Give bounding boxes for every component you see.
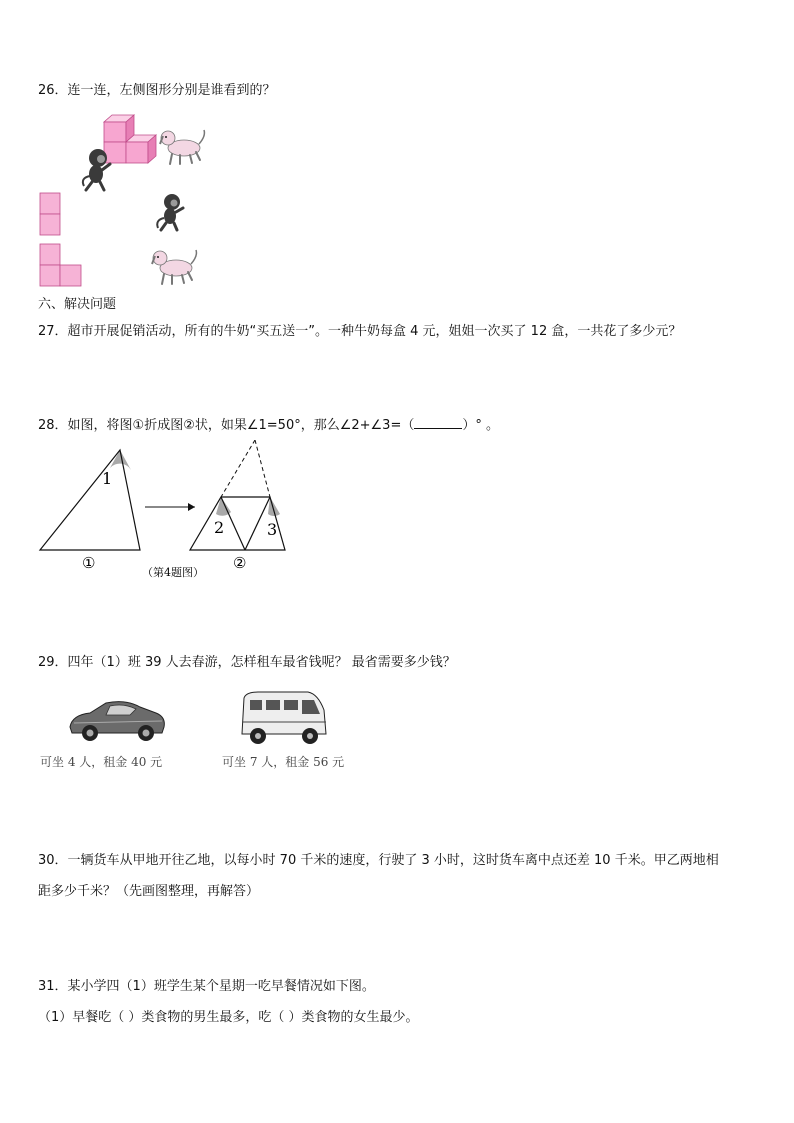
monkey-icon [157, 194, 183, 230]
cube-stack [104, 115, 156, 163]
angle-3-label: 3 [267, 520, 278, 539]
view-shape-two-vertical [40, 193, 60, 235]
q28-text-after: ）° 。 [462, 418, 499, 433]
angle-1-label: 1 [102, 469, 113, 488]
q31-line1: 31．某小学四（1）班学生某个星期一吃早餐情况如下图。 [38, 979, 375, 994]
q31-line2: （1）早餐吃（ ）类食物的男生最多，吃（ ）类食物的女生最少。 [38, 1010, 419, 1025]
arrow-head [188, 503, 195, 511]
q26-figure [30, 108, 230, 293]
q30-line1: 30．一辆货车从甲地开往乙地，以每小时 70 千米的速度，行驶了 3 小时，这时货车离中点还差 10 千米。甲乙两地相 [38, 853, 719, 868]
view-shape-l-three [40, 244, 81, 286]
q26-text: 26．连一连，左侧图形分别是谁看到的？ [38, 83, 276, 98]
q28-figure [30, 440, 310, 580]
answer-blank [414, 416, 462, 429]
dog-icon [160, 130, 204, 164]
q28-text [38, 416, 499, 434]
car-caption: 可坐 4 人，租金 40 元 [40, 755, 163, 769]
figure-1-label: ① [82, 554, 96, 572]
van-caption: 可坐 7 人，租金 56 元 [222, 755, 345, 769]
q29-text: 29．四年（1）班 39 人去春游，怎样租车最省钱呢？ 最省需要多少钱？ [38, 655, 456, 670]
section-title: 六、解决问题 [38, 297, 117, 312]
dog-icon [152, 250, 196, 284]
van-icon [238, 690, 330, 748]
angle-2-label: 2 [214, 518, 225, 537]
q30-line2: 距多少千米？（先画图整理，再解答） [38, 884, 260, 899]
car-icon [66, 697, 170, 745]
fold-line-left [221, 497, 245, 550]
q28-text-before: 28．如图，将图①折成图②状，如果∠1=50°，那么∠2+∠3=（ [38, 418, 415, 433]
fold-dashed-left [221, 440, 255, 497]
figure-caption: （第4题图） [142, 566, 204, 579]
q27-text: 27．超市开展促销活动，所有的牛奶“买五送一”。一种牛奶每盒 4 元，姐姐一次买了 12 盒，一共花了多少元？ [38, 324, 682, 339]
fold-dashed-right [255, 440, 270, 497]
triangle-1 [40, 450, 140, 550]
figure-2-label: ② [233, 554, 247, 572]
monkey-icon [83, 149, 110, 190]
